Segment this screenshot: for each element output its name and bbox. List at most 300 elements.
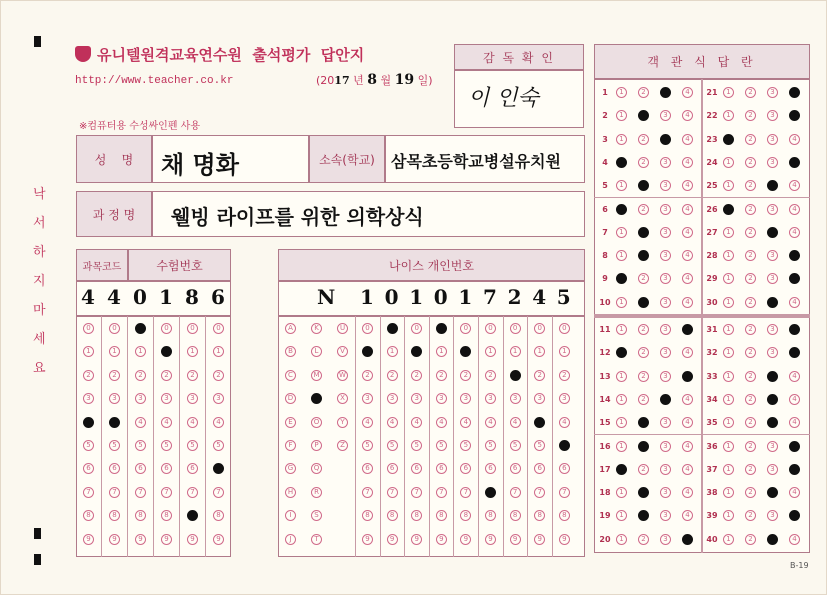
code-bubble[interactable]: 6	[161, 463, 172, 474]
neis-letter-bubble[interactable]: O	[311, 417, 322, 428]
code-bubble[interactable]: 4	[135, 417, 146, 428]
code-bubble[interactable]: 6	[83, 463, 94, 474]
neis-digit-bubble[interactable]: 8	[362, 510, 373, 521]
neis-digit-bubble[interactable]: 0	[534, 323, 545, 334]
answer-bubble[interactable]: 2	[745, 464, 756, 475]
answer-bubble[interactable]: 2	[638, 180, 649, 191]
answer-bubble[interactable]: 3	[767, 347, 778, 358]
answer-bubble[interactable]: 3	[660, 297, 671, 308]
answer-bubble[interactable]: 2	[745, 534, 756, 545]
neis-digit-bubble[interactable]: 4	[411, 417, 422, 428]
neis-letter-bubble[interactable]: W	[337, 370, 348, 381]
code-bubble[interactable]: 8	[109, 510, 120, 521]
answer-bubble[interactable]: 2	[745, 157, 756, 168]
neis-digit-bubble[interactable]: 9	[387, 534, 398, 545]
answer-bubble[interactable]: 4	[682, 297, 693, 308]
answer-bubble[interactable]: 1	[616, 394, 627, 405]
code-bubble[interactable]: 7	[83, 487, 94, 498]
answer-bubble[interactable]: 3	[767, 417, 778, 428]
answer-bubble[interactable]: 1	[723, 417, 734, 428]
answer-bubble[interactable]: 1	[723, 534, 734, 545]
answer-bubble[interactable]: 3	[767, 227, 778, 238]
neis-letter-bubble[interactable]: Q	[311, 463, 322, 474]
answer-bubble[interactable]: 2	[638, 534, 649, 545]
answer-bubble[interactable]: 3	[767, 394, 778, 405]
answer-bubble[interactable]: 4	[682, 487, 693, 498]
answer-bubble[interactable]: 1	[723, 487, 734, 498]
answer-bubble[interactable]: 2	[745, 371, 756, 382]
code-bubble[interactable]: 8	[161, 510, 172, 521]
answer-bubble[interactable]: 1	[616, 250, 627, 261]
answer-bubble[interactable]: 1	[723, 134, 734, 145]
answer-bubble[interactable]: 4	[682, 464, 693, 475]
neis-letter-bubble[interactable]: H	[285, 487, 296, 498]
answer-bubble[interactable]: 1	[616, 273, 627, 284]
neis-digit-bubble[interactable]: 8	[436, 510, 447, 521]
answer-bubble[interactable]: 2	[638, 273, 649, 284]
neis-digit-bubble[interactable]: 9	[559, 534, 570, 545]
neis-letter-bubble[interactable]: K	[311, 323, 322, 334]
answer-bubble[interactable]: 4	[789, 347, 800, 358]
neis-digit-bubble[interactable]: 4	[510, 417, 521, 428]
code-bubble[interactable]: 6	[187, 463, 198, 474]
neis-digit-bubble[interactable]: 3	[411, 393, 422, 404]
answer-bubble[interactable]: 4	[789, 87, 800, 98]
answer-bubble[interactable]: 2	[638, 347, 649, 358]
code-bubble[interactable]: 5	[187, 440, 198, 451]
answer-bubble[interactable]: 4	[682, 87, 693, 98]
code-bubble[interactable]: 8	[83, 510, 94, 521]
answer-bubble[interactable]: 4	[789, 464, 800, 475]
neis-letter-bubble[interactable]: Y	[337, 417, 348, 428]
neis-digit-bubble[interactable]: 7	[534, 487, 545, 498]
neis-letter-bubble[interactable]: C	[285, 370, 296, 381]
answer-bubble[interactable]: 2	[638, 510, 649, 521]
code-bubble[interactable]: 6	[213, 463, 224, 474]
answer-bubble[interactable]: 4	[789, 250, 800, 261]
code-bubble[interactable]: 9	[135, 534, 146, 545]
answer-bubble[interactable]: 1	[616, 87, 627, 98]
answer-bubble[interactable]: 1	[616, 297, 627, 308]
answer-bubble[interactable]: 2	[745, 394, 756, 405]
code-bubble[interactable]: 3	[213, 393, 224, 404]
neis-letter-bubble[interactable]: L	[311, 346, 322, 357]
neis-letter-bubble[interactable]: P	[311, 440, 322, 451]
neis-digit-bubble[interactable]: 6	[485, 463, 496, 474]
code-bubble[interactable]: 5	[161, 440, 172, 451]
answer-bubble[interactable]: 4	[682, 110, 693, 121]
answer-bubble[interactable]: 2	[745, 324, 756, 335]
answer-bubble[interactable]: 2	[638, 487, 649, 498]
code-bubble[interactable]: 3	[161, 393, 172, 404]
code-bubble[interactable]: 4	[213, 417, 224, 428]
answer-bubble[interactable]: 1	[616, 534, 627, 545]
answer-bubble[interactable]: 2	[745, 227, 756, 238]
answer-bubble[interactable]: 3	[660, 487, 671, 498]
answer-bubble[interactable]: 1	[616, 180, 627, 191]
answer-bubble[interactable]: 3	[660, 227, 671, 238]
answer-bubble[interactable]: 4	[789, 157, 800, 168]
code-bubble[interactable]: 9	[83, 534, 94, 545]
answer-bubble[interactable]: 1	[723, 394, 734, 405]
code-bubble[interactable]: 2	[187, 370, 198, 381]
answer-bubble[interactable]: 3	[660, 324, 671, 335]
neis-letter-bubble[interactable]: D	[285, 393, 296, 404]
neis-digit-bubble[interactable]: 6	[510, 463, 521, 474]
neis-letter-bubble[interactable]: F	[285, 440, 296, 451]
answer-bubble[interactable]: 3	[660, 394, 671, 405]
neis-digit-bubble[interactable]: 5	[559, 440, 570, 451]
neis-digit-bubble[interactable]: 3	[510, 393, 521, 404]
answer-bubble[interactable]: 3	[660, 110, 671, 121]
answer-bubble[interactable]: 2	[638, 250, 649, 261]
answer-bubble[interactable]: 1	[723, 250, 734, 261]
answer-bubble[interactable]: 1	[723, 347, 734, 358]
answer-bubble[interactable]: 4	[789, 227, 800, 238]
answer-bubble[interactable]: 1	[723, 464, 734, 475]
answer-bubble[interactable]: 3	[660, 371, 671, 382]
answer-bubble[interactable]: 1	[616, 134, 627, 145]
neis-digit-bubble[interactable]: 0	[387, 323, 398, 334]
answer-bubble[interactable]: 2	[638, 227, 649, 238]
answer-bubble[interactable]: 4	[682, 204, 693, 215]
answer-bubble[interactable]: 4	[682, 534, 693, 545]
answer-bubble[interactable]: 4	[682, 180, 693, 191]
answer-bubble[interactable]: 1	[616, 347, 627, 358]
neis-digit-bubble[interactable]: 8	[534, 510, 545, 521]
neis-digit-bubble[interactable]: 2	[411, 370, 422, 381]
answer-bubble[interactable]: 3	[767, 324, 778, 335]
code-bubble[interactable]: 3	[187, 393, 198, 404]
answer-bubble[interactable]: 4	[789, 273, 800, 284]
neis-digit-bubble[interactable]: 6	[411, 463, 422, 474]
answer-bubble[interactable]: 4	[789, 417, 800, 428]
answer-bubble[interactable]: 2	[745, 487, 756, 498]
neis-digit-bubble[interactable]: 1	[387, 346, 398, 357]
answer-bubble[interactable]: 1	[723, 110, 734, 121]
neis-digit-bubble[interactable]: 5	[436, 440, 447, 451]
answer-bubble[interactable]: 2	[745, 204, 756, 215]
answer-bubble[interactable]: 2	[638, 157, 649, 168]
neis-digit-bubble[interactable]: 9	[362, 534, 373, 545]
answer-bubble[interactable]: 4	[789, 510, 800, 521]
code-bubble[interactable]: 0	[109, 323, 120, 334]
neis-digit-bubble[interactable]: 8	[559, 510, 570, 521]
answer-bubble[interactable]: 4	[789, 441, 800, 452]
answer-bubble[interactable]: 4	[789, 371, 800, 382]
code-bubble[interactable]: 0	[161, 323, 172, 334]
neis-digit-bubble[interactable]: 4	[362, 417, 373, 428]
answer-bubble[interactable]: 1	[723, 510, 734, 521]
answer-bubble[interactable]: 2	[745, 417, 756, 428]
neis-digit-bubble[interactable]: 0	[411, 323, 422, 334]
answer-bubble[interactable]: 4	[682, 250, 693, 261]
answer-bubble[interactable]: 3	[660, 250, 671, 261]
neis-digit-bubble[interactable]: 2	[559, 370, 570, 381]
neis-digit-bubble[interactable]: 9	[534, 534, 545, 545]
neis-digit-bubble[interactable]: 4	[534, 417, 545, 428]
answer-bubble[interactable]: 1	[616, 371, 627, 382]
neis-digit-bubble[interactable]: 5	[534, 440, 545, 451]
answer-bubble[interactable]: 3	[767, 297, 778, 308]
neis-digit-bubble[interactable]: 3	[460, 393, 471, 404]
neis-letter-bubble[interactable]: I	[285, 510, 296, 521]
neis-digit-bubble[interactable]: 2	[362, 370, 373, 381]
neis-letter-bubble[interactable]: T	[311, 534, 322, 545]
answer-bubble[interactable]: 4	[789, 180, 800, 191]
code-bubble[interactable]: 7	[161, 487, 172, 498]
answer-bubble[interactable]: 3	[660, 464, 671, 475]
neis-digit-bubble[interactable]: 9	[411, 534, 422, 545]
code-bubble[interactable]: 9	[109, 534, 120, 545]
answer-bubble[interactable]: 3	[660, 441, 671, 452]
neis-letter-bubble[interactable]: U	[337, 323, 348, 334]
neis-letter-bubble[interactable]: N	[311, 393, 322, 404]
answer-bubble[interactable]: 3	[660, 273, 671, 284]
code-bubble[interactable]: 7	[213, 487, 224, 498]
code-bubble[interactable]: 9	[161, 534, 172, 545]
answer-bubble[interactable]: 2	[638, 297, 649, 308]
answer-bubble[interactable]: 1	[616, 227, 627, 238]
answer-bubble[interactable]: 4	[682, 417, 693, 428]
neis-digit-bubble[interactable]: 0	[436, 323, 447, 334]
answer-bubble[interactable]: 2	[638, 394, 649, 405]
answer-bubble[interactable]: 4	[789, 534, 800, 545]
answer-bubble[interactable]: 4	[682, 324, 693, 335]
code-bubble[interactable]: 2	[213, 370, 224, 381]
neis-digit-bubble[interactable]: 3	[362, 393, 373, 404]
code-bubble[interactable]: 1	[83, 346, 94, 357]
neis-digit-bubble[interactable]: 8	[387, 510, 398, 521]
neis-digit-bubble[interactable]: 2	[387, 370, 398, 381]
neis-digit-bubble[interactable]: 7	[387, 487, 398, 498]
neis-digit-bubble[interactable]: 6	[534, 463, 545, 474]
code-bubble[interactable]: 7	[187, 487, 198, 498]
neis-digit-bubble[interactable]: 1	[485, 346, 496, 357]
code-bubble[interactable]: 3	[109, 393, 120, 404]
answer-bubble[interactable]: 4	[789, 297, 800, 308]
neis-digit-bubble[interactable]: 7	[411, 487, 422, 498]
code-bubble[interactable]: 4	[161, 417, 172, 428]
answer-bubble[interactable]: 3	[767, 464, 778, 475]
code-bubble[interactable]: 1	[161, 346, 172, 357]
neis-digit-bubble[interactable]: 0	[510, 323, 521, 334]
neis-digit-bubble[interactable]: 9	[510, 534, 521, 545]
code-bubble[interactable]: 8	[135, 510, 146, 521]
answer-bubble[interactable]: 1	[616, 157, 627, 168]
code-bubble[interactable]: 4	[83, 417, 94, 428]
answer-bubble[interactable]: 1	[723, 441, 734, 452]
neis-digit-bubble[interactable]: 4	[485, 417, 496, 428]
answer-bubble[interactable]: 2	[638, 134, 649, 145]
answer-bubble[interactable]: 2	[745, 297, 756, 308]
answer-bubble[interactable]: 4	[789, 394, 800, 405]
answer-bubble[interactable]: 3	[767, 180, 778, 191]
neis-digit-bubble[interactable]: 4	[559, 417, 570, 428]
neis-digit-bubble[interactable]: 6	[362, 463, 373, 474]
neis-digit-bubble[interactable]: 5	[485, 440, 496, 451]
neis-digit-bubble[interactable]: 6	[460, 463, 471, 474]
code-bubble[interactable]: 9	[187, 534, 198, 545]
neis-digit-bubble[interactable]: 1	[510, 346, 521, 357]
code-bubble[interactable]: 2	[135, 370, 146, 381]
neis-digit-bubble[interactable]: 3	[534, 393, 545, 404]
answer-bubble[interactable]: 1	[616, 487, 627, 498]
neis-letter-bubble[interactable]: Z	[337, 440, 348, 451]
answer-bubble[interactable]: 3	[767, 534, 778, 545]
answer-bubble[interactable]: 1	[616, 324, 627, 335]
neis-digit-bubble[interactable]: 4	[460, 417, 471, 428]
answer-bubble[interactable]: 1	[723, 180, 734, 191]
answer-bubble[interactable]: 3	[767, 250, 778, 261]
answer-bubble[interactable]: 4	[682, 347, 693, 358]
code-bubble[interactable]: 2	[83, 370, 94, 381]
neis-digit-bubble[interactable]: 3	[387, 393, 398, 404]
neis-digit-bubble[interactable]: 7	[460, 487, 471, 498]
neis-digit-bubble[interactable]: 5	[362, 440, 373, 451]
answer-bubble[interactable]: 4	[682, 371, 693, 382]
answer-bubble[interactable]: 4	[682, 157, 693, 168]
code-bubble[interactable]: 5	[213, 440, 224, 451]
neis-digit-bubble[interactable]: 1	[559, 346, 570, 357]
answer-bubble[interactable]: 2	[638, 464, 649, 475]
code-bubble[interactable]: 7	[109, 487, 120, 498]
answer-bubble[interactable]: 3	[767, 204, 778, 215]
neis-letter-bubble[interactable]: R	[311, 487, 322, 498]
neis-digit-bubble[interactable]: 3	[436, 393, 447, 404]
code-bubble[interactable]: 1	[187, 346, 198, 357]
neis-letter-bubble[interactable]: X	[337, 393, 348, 404]
neis-letter-bubble[interactable]: V	[337, 346, 348, 357]
neis-digit-bubble[interactable]: 4	[436, 417, 447, 428]
code-bubble[interactable]: 9	[213, 534, 224, 545]
neis-digit-bubble[interactable]: 6	[436, 463, 447, 474]
neis-digit-bubble[interactable]: 7	[559, 487, 570, 498]
answer-bubble[interactable]: 4	[682, 134, 693, 145]
neis-digit-bubble[interactable]: 5	[510, 440, 521, 451]
neis-digit-bubble[interactable]: 5	[460, 440, 471, 451]
code-bubble[interactable]: 8	[187, 510, 198, 521]
code-bubble[interactable]: 4	[187, 417, 198, 428]
answer-bubble[interactable]: 1	[616, 441, 627, 452]
neis-digit-bubble[interactable]: 0	[485, 323, 496, 334]
neis-digit-bubble[interactable]: 7	[362, 487, 373, 498]
answer-bubble[interactable]: 1	[616, 204, 627, 215]
code-bubble[interactable]: 5	[83, 440, 94, 451]
neis-digit-bubble[interactable]: 9	[460, 534, 471, 545]
neis-digit-bubble[interactable]: 0	[362, 323, 373, 334]
answer-bubble[interactable]: 3	[767, 273, 778, 284]
answer-bubble[interactable]: 2	[745, 87, 756, 98]
neis-digit-bubble[interactable]: 2	[485, 370, 496, 381]
answer-bubble[interactable]: 4	[682, 273, 693, 284]
answer-bubble[interactable]: 4	[682, 227, 693, 238]
answer-bubble[interactable]: 3	[660, 347, 671, 358]
answer-bubble[interactable]: 1	[616, 110, 627, 121]
neis-digit-bubble[interactable]: 8	[460, 510, 471, 521]
answer-bubble[interactable]: 1	[723, 204, 734, 215]
answer-bubble[interactable]: 3	[660, 204, 671, 215]
answer-bubble[interactable]: 2	[745, 134, 756, 145]
code-bubble[interactable]: 3	[135, 393, 146, 404]
answer-bubble[interactable]: 4	[789, 487, 800, 498]
neis-letter-bubble[interactable]: B	[285, 346, 296, 357]
answer-bubble[interactable]: 2	[638, 417, 649, 428]
code-bubble[interactable]: 2	[161, 370, 172, 381]
answer-bubble[interactable]: 2	[638, 371, 649, 382]
code-bubble[interactable]: 1	[109, 346, 120, 357]
code-bubble[interactable]: 0	[213, 323, 224, 334]
answer-bubble[interactable]: 4	[682, 510, 693, 521]
answer-bubble[interactable]: 2	[745, 273, 756, 284]
answer-bubble[interactable]: 2	[745, 110, 756, 121]
answer-bubble[interactable]: 3	[660, 417, 671, 428]
code-bubble[interactable]: 3	[83, 393, 94, 404]
neis-letter-bubble[interactable]: M	[311, 370, 322, 381]
answer-bubble[interactable]: 2	[745, 510, 756, 521]
answer-bubble[interactable]: 3	[767, 371, 778, 382]
neis-letter-bubble[interactable]: S	[311, 510, 322, 521]
answer-bubble[interactable]: 1	[616, 464, 627, 475]
answer-bubble[interactable]: 3	[660, 157, 671, 168]
answer-bubble[interactable]: 3	[767, 441, 778, 452]
answer-bubble[interactable]: 2	[638, 204, 649, 215]
neis-digit-bubble[interactable]: 9	[485, 534, 496, 545]
answer-bubble[interactable]: 3	[767, 487, 778, 498]
neis-digit-bubble[interactable]: 4	[387, 417, 398, 428]
neis-letter-bubble[interactable]: G	[285, 463, 296, 474]
answer-bubble[interactable]: 4	[789, 110, 800, 121]
neis-letter-bubble[interactable]: E	[285, 417, 296, 428]
answer-bubble[interactable]: 1	[723, 87, 734, 98]
answer-bubble[interactable]: 3	[660, 510, 671, 521]
neis-digit-bubble[interactable]: 7	[436, 487, 447, 498]
answer-bubble[interactable]: 4	[789, 134, 800, 145]
neis-digit-bubble[interactable]: 0	[460, 323, 471, 334]
code-bubble[interactable]: 0	[187, 323, 198, 334]
answer-bubble[interactable]: 2	[638, 324, 649, 335]
neis-digit-bubble[interactable]: 1	[362, 346, 373, 357]
answer-bubble[interactable]: 3	[767, 157, 778, 168]
code-bubble[interactable]: 7	[135, 487, 146, 498]
code-bubble[interactable]: 6	[135, 463, 146, 474]
code-bubble[interactable]: 8	[213, 510, 224, 521]
neis-digit-bubble[interactable]: 5	[387, 440, 398, 451]
code-bubble[interactable]: 0	[135, 323, 146, 334]
neis-digit-bubble[interactable]: 2	[436, 370, 447, 381]
answer-bubble[interactable]: 4	[789, 324, 800, 335]
code-bubble[interactable]: 5	[109, 440, 120, 451]
neis-letter-bubble[interactable]: A	[285, 323, 296, 334]
code-bubble[interactable]: 1	[213, 346, 224, 357]
answer-bubble[interactable]: 2	[638, 110, 649, 121]
neis-digit-bubble[interactable]: 0	[559, 323, 570, 334]
answer-bubble[interactable]: 4	[682, 441, 693, 452]
answer-bubble[interactable]: 1	[723, 297, 734, 308]
answer-bubble[interactable]: 2	[638, 87, 649, 98]
answer-bubble[interactable]: 2	[745, 180, 756, 191]
neis-digit-bubble[interactable]: 6	[387, 463, 398, 474]
answer-bubble[interactable]: 2	[745, 347, 756, 358]
neis-digit-bubble[interactable]: 3	[485, 393, 496, 404]
answer-bubble[interactable]: 1	[616, 417, 627, 428]
code-bubble[interactable]: 5	[135, 440, 146, 451]
answer-bubble[interactable]: 1	[616, 510, 627, 521]
neis-digit-bubble[interactable]: 2	[460, 370, 471, 381]
neis-digit-bubble[interactable]: 7	[510, 487, 521, 498]
neis-digit-bubble[interactable]: 8	[485, 510, 496, 521]
neis-digit-bubble[interactable]: 2	[534, 370, 545, 381]
